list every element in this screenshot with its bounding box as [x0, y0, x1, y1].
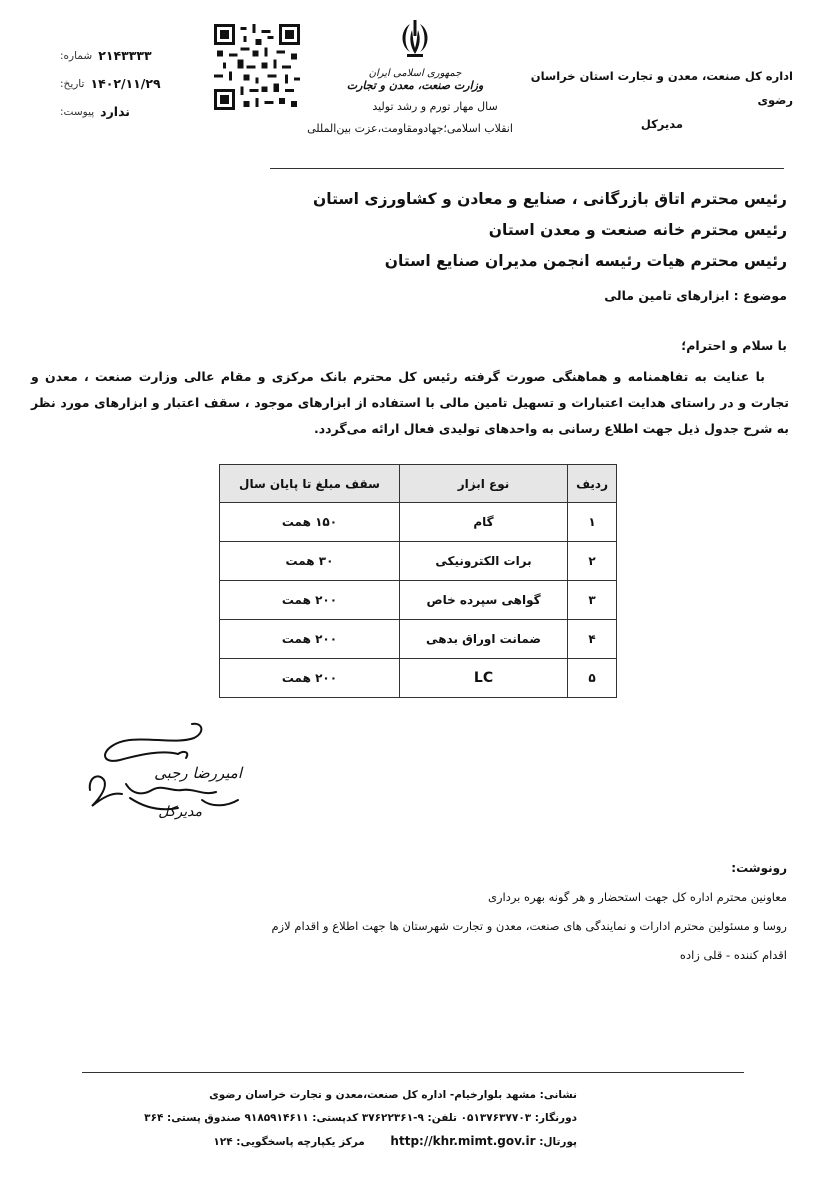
letter-subject: موضوع : ابزارهای تامین مالی — [604, 288, 787, 303]
date-label: تاریخ: — [60, 78, 85, 90]
table-row — [220, 581, 617, 620]
footer-address: نشانی: مشهد بلوارخیام- اداره کل صنعت،معدن و تجارت خراسان رضوی — [209, 1089, 577, 1101]
footer-portal-row — [0, 1130, 577, 1154]
table-row — [220, 542, 617, 581]
letter-attachment-row — [60, 98, 188, 126]
row-type: ضمانت اوراق بدهی — [399, 620, 567, 659]
number-value: ۲۱۴۳۳۳۳ — [98, 48, 152, 63]
attachment-value: ندارد — [100, 104, 130, 119]
row-index: ۴ — [568, 620, 617, 659]
ministry-line-2: وزارت صنعت، معدن و تجارت — [346, 79, 484, 92]
footer-contacts: دورنگار: ۰۵۱۳۷۶۳۷۷۰۳ تلفن: ۹-۳۷۶۲۲۳۶۱ کدپستی: ۹۱۸۵۹۱۴۶۱۱ صندوق پستی: ۳۶۴ — [144, 1112, 577, 1124]
carbon-copy — [147, 854, 787, 970]
row-type: گواهی سپرده خاص — [399, 581, 567, 620]
portal-label: پورتال: — [539, 1136, 577, 1148]
handwritten-signature — [82, 720, 252, 820]
table-row — [220, 659, 617, 698]
row-type: برات الکترونیکی — [399, 542, 567, 581]
footer-divider — [82, 1072, 744, 1073]
greeting: با سلام و احترام؛ — [681, 338, 787, 353]
row-index: ۲ — [568, 542, 617, 581]
signature-name: امیررضا رجبی — [154, 764, 242, 782]
row-index: ۵ — [568, 659, 617, 698]
date-value: ۱۴۰۲/۱۱/۲۹ — [90, 76, 161, 91]
column-header-index: ردیف — [568, 465, 617, 503]
year-slogan: سال مهار تورم و رشد تولید — [372, 100, 498, 113]
row-type: LC — [399, 659, 567, 698]
row-type: گام — [399, 503, 567, 542]
row-cap: ۲۰۰ همت — [220, 620, 400, 659]
org-position: مدیرکل — [640, 117, 683, 131]
qr-code-icon — [214, 24, 300, 110]
revolution-slogan: انقلاب اسلامی؛جهادومقاومت،عزت بین‌المللی — [307, 122, 513, 135]
header-divider — [270, 168, 784, 169]
table-row — [220, 503, 617, 542]
column-header-type: نوع ابزار — [399, 465, 567, 503]
row-index: ۳ — [568, 581, 617, 620]
cc-line: معاونین محترم اداره کل جهت استحضار و هر گونه بهره برداری — [487, 890, 787, 904]
attachment-label: پیوست: — [60, 106, 95, 118]
row-cap: ۱۵۰ همت — [220, 503, 400, 542]
recipient-line: رئیس محترم هیات رئیسه انجمن مدیران صنایع استان — [384, 252, 787, 270]
call-center: مرکز یکپارچه پاسخگویی: ۱۲۴ — [213, 1136, 365, 1148]
iran-emblem-icon — [392, 16, 438, 62]
recipient-line: رئیس محترم خانه صنعت و معدن استان — [488, 221, 787, 239]
row-cap: ۳۰ همت — [220, 542, 400, 581]
ministry-emblem-block — [305, 16, 525, 140]
portal-link[interactable]: http://khr.mimt.gov.ir — [390, 1134, 536, 1148]
signature-title: مدیرکل — [158, 804, 202, 820]
ministry-line-1: جمهوری اسلامی ایران — [368, 68, 462, 79]
recipients — [187, 184, 787, 277]
column-header-cap: سقف مبلغ تا پایان سال — [220, 465, 400, 503]
table-row — [220, 620, 617, 659]
letter-meta — [60, 42, 180, 126]
row-index: ۱ — [568, 503, 617, 542]
cc-line: اقدام کننده - قلی زاده — [679, 948, 787, 962]
letter-body: با عنایت به تفاهمنامه و هماهنگی صورت گرفته رئیس کل محترم بانک مرکزی و مقام عالی وزارت صنعت ، معدن و تجارت و در راستای هدایت اعتبارات و تسهیل تامین مالی با استفاده از ابزارهای موجود ، سقف اعتبار و ابزارهای مورد نظر به شرح جدول ذیل جهت اطلاع رسانی به واحدهای تولیدی فعال ارائه می‌گردد. — [31, 369, 789, 436]
cc-line: روسا و مسئولین محترم ادارات و نمایندگی های صنعت، معدن و تجارت شهرستان ها جهت اطلاع و اقدام لازم — [271, 919, 787, 933]
row-cap: ۲۰۰ همت — [220, 581, 400, 620]
financing-tools-table — [219, 464, 617, 698]
letter-footer — [0, 1084, 577, 1154]
letter-number-row — [60, 42, 180, 70]
recipient-line: رئیس محترم اتاق بازرگانی ، صنایع و معادن و کشاورزی استان — [313, 190, 787, 208]
letter-date-row — [60, 70, 180, 98]
row-cap: ۲۰۰ همت — [220, 659, 400, 698]
number-label: شماره: — [60, 50, 93, 62]
cc-title: رونوشت: — [731, 861, 787, 875]
org-name: اداره کل صنعت، معدن و تجارت استان خراسان رضوی — [530, 69, 793, 107]
table-header-row — [220, 465, 617, 503]
